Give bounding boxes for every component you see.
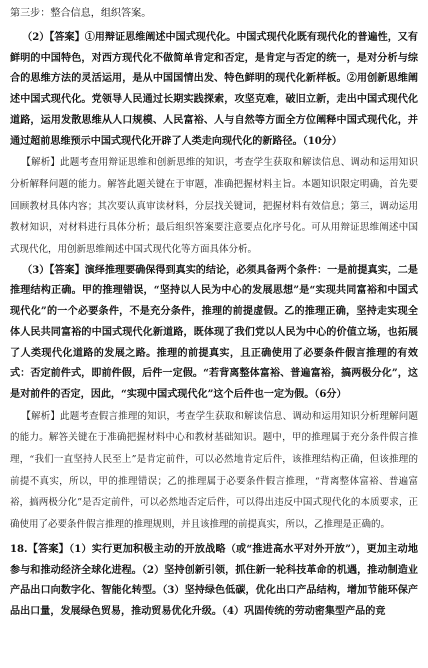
- answer-2: （2）【答案】①用辩证思维阐述中国式现代化。中国式现代化既有现代化的普遍性，又有鲜明的中国特色，对西方现代化不做简单肯定和否定，是肯定与否定的统一，是对分析与综合的思维方法的灵活运用，是从中国国情出发、特色鲜明的现代化新样板。②用创新思维阐述中国式现代化。党领导人民通过长期实践探索，攻坚克难，破旧立新，走出中国式现代化道路，运用发散思维从人口规模、人民富裕、人与自然等方面全方位阐释中国式现代化，并通过超前思维预示中国式现代化开辟了人类走向现代化的新路径。（10分）: [10, 32, 418, 147]
- analysis-3: 【解析】此题考查假言推理的知识，考查学生获取和解读信息、调动和运用知识分析理解问题的能力。解答关键在于准确把握材料中心和教材基础知识。题中，甲的推理属于充分条件假言推理，“我们一直坚持人民至上”是肯定前件，可以必然地肯定后件，该推理结构正确，但该推理的前提不真实，所以，甲的推理错误；乙的推理属于必要条件假言推理，“背离整体富裕、普遍富裕，搞两极分化”是否定前件，可以必然地否定后件，可以得出违反中国式现代化的本质要求，正确使用了必要条件假言推理的推理规则，并且该推理的前提真实，所以，乙推理是正确的。: [10, 410, 418, 531]
- answer-3: （3）【答案】演绎推理要确保得到真实的结论，必须具备两个条件：一是前提真实，二是推理结构正确。甲的推理错误，“坚持以人民为中心的发展思想”是“实现共同富裕和中国式现代化”的一个必要条件，不是充分条件，推理的前提虚假。乙的推理正确，坚持走实现全体人民共同富裕的中国式现代化新道路，既体现了我们党以人民为中心的价值立场，也拓展了人类现代化道路的发展之路。推理的前提真实，且正确使用了必要条件假言推理的有效式：否定前件式，即前件假，后件一定假。“若背离整体富裕、普遍富裕，搞两极分化”，这是对前件的否定，因此，“实现中国式现代化”这个后件也一定为假。（6分）: [10, 264, 418, 400]
- analysis-2: 【解析】此题考查用辩证思维和创新思维的知识，考查学生获取和解读信息、调动和运用知识分析解释问题的能力。解答此题关键在于审题，准确把握材料主旨。本题知识限定明确，首先要回顾教材具体内容；其次要认真审读材料，分层找关键词，把握材料有效信息；第三，调动运用教材知识，对材料进行具体分析；最后组织答案要注意要点化序号化。可从用辩证思维阐述中国式现代化，用创新思维阐述中国式现代化等方面具体分析。: [10, 157, 418, 256]
- step-three-line: 第三步：整合信息，组织答案。: [10, 8, 152, 19]
- answer-18: 18.【答案】（1）实行更加积极主动的开放战略（或“推进高水平对外开放”），更加主动地参与和推动经济全球化进程。（2）坚持创新引领，抓住新一轮科技革命的机遇，推动制造业产品出口向数字化、智能化转型。（3）坚持绿色低碳，优化出口产品结构，增加节能环保产品出口量，发展绿色贸易，推动贸易优化升级。（4）巩固传统的劳动密集型产品的竞: [10, 543, 418, 617]
